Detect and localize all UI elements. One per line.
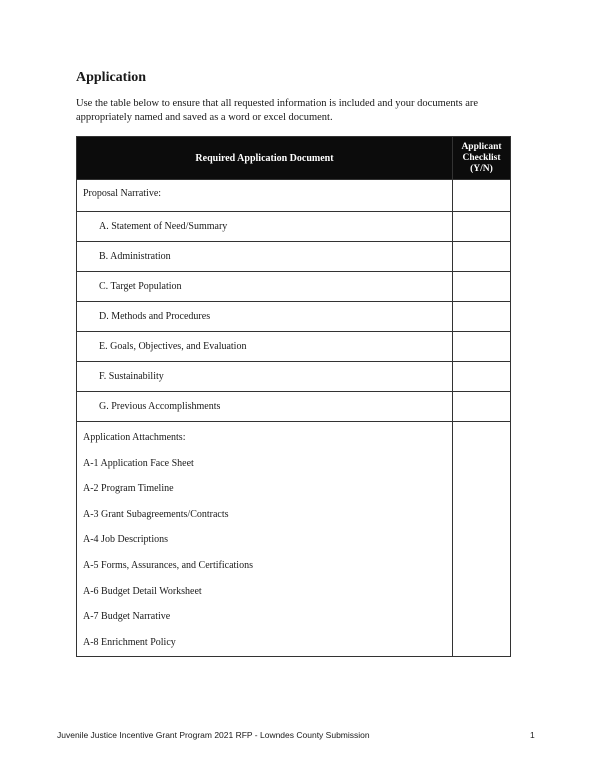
header-checklist-line2: Checklist <box>462 152 501 163</box>
intro-paragraph: Use the table below to ensure that all requested information is included and your documents are appropriately named and saved as a word or excel document. <box>76 98 479 123</box>
narrative-item-cell <box>77 242 453 272</box>
narrative-item: D. Methods and Procedures <box>99 311 211 322</box>
attachment-item: A-5 Forms, Assurances, and Certifications <box>83 559 253 571</box>
checklist-cell[interactable] <box>453 272 511 302</box>
attachment-item: A-4 Job Descriptions <box>83 534 168 546</box>
checklist-cell[interactable] <box>453 212 511 242</box>
footer-text: Juvenile Justice Incentive Grant Program 2021 RFP - Lowndes County Submission <box>57 730 370 740</box>
narrative-item: A. Statement of Need/Summary <box>99 221 228 232</box>
narrative-item: E. Goals, Objectives, and Evaluation <box>99 341 247 352</box>
checklist-cell[interactable] <box>453 392 511 422</box>
attachment-item: A-1 Application Face Sheet <box>83 457 194 469</box>
narrative-item: C. Target Population <box>99 281 182 292</box>
attachment-item: A-7 Budget Narrative <box>83 611 171 623</box>
narrative-item-cell <box>77 272 453 302</box>
table-row <box>77 212 511 242</box>
narrative-title-cell <box>77 180 453 212</box>
table-row <box>77 180 511 212</box>
narrative-item-cell <box>77 362 453 392</box>
checklist-cell[interactable] <box>453 332 511 362</box>
checklist-cell[interactable] <box>453 422 511 657</box>
application-checklist-table <box>76 136 511 657</box>
narrative-item-cell <box>77 332 453 362</box>
table-row <box>77 392 511 422</box>
page-number: 1 <box>530 730 535 740</box>
checklist-cell[interactable] <box>453 362 511 392</box>
table-header-row <box>77 137 511 180</box>
checklist-cell[interactable] <box>453 242 511 272</box>
header-checklist-line3: (Y/N) <box>470 163 493 174</box>
table-row <box>77 362 511 392</box>
table-row <box>77 302 511 332</box>
header-checklist-line1: Applicant <box>461 141 502 152</box>
page-heading: Application <box>76 70 147 85</box>
checklist-cell[interactable] <box>453 180 511 212</box>
attachment-item: A-8 Enrichment Policy <box>83 636 176 648</box>
table-row <box>77 242 511 272</box>
attachment-item: A-2 Program Timeline <box>83 483 174 495</box>
attachments-title: Application Attachments: <box>83 432 186 443</box>
header-required-document: Required Application Document <box>77 137 453 180</box>
attachment-item: A-3 Grant Subagreements/Contracts <box>83 508 229 520</box>
narrative-item: F. Sustainability <box>99 371 164 382</box>
narrative-item: B. Administration <box>99 251 171 262</box>
attachments-cell <box>77 422 453 657</box>
narrative-item-cell <box>77 302 453 332</box>
narrative-item-cell <box>77 392 453 422</box>
checklist-cell[interactable] <box>453 302 511 332</box>
narrative-item-cell <box>77 212 453 242</box>
narrative-title: Proposal Narrative: <box>83 188 162 199</box>
table-row <box>77 272 511 302</box>
table-row <box>77 332 511 362</box>
table-row <box>77 422 511 657</box>
attachment-item: A-6 Budget Detail Worksheet <box>83 585 202 597</box>
header-applicant-checklist <box>453 137 511 180</box>
narrative-item: G. Previous Accomplishments <box>99 401 221 412</box>
